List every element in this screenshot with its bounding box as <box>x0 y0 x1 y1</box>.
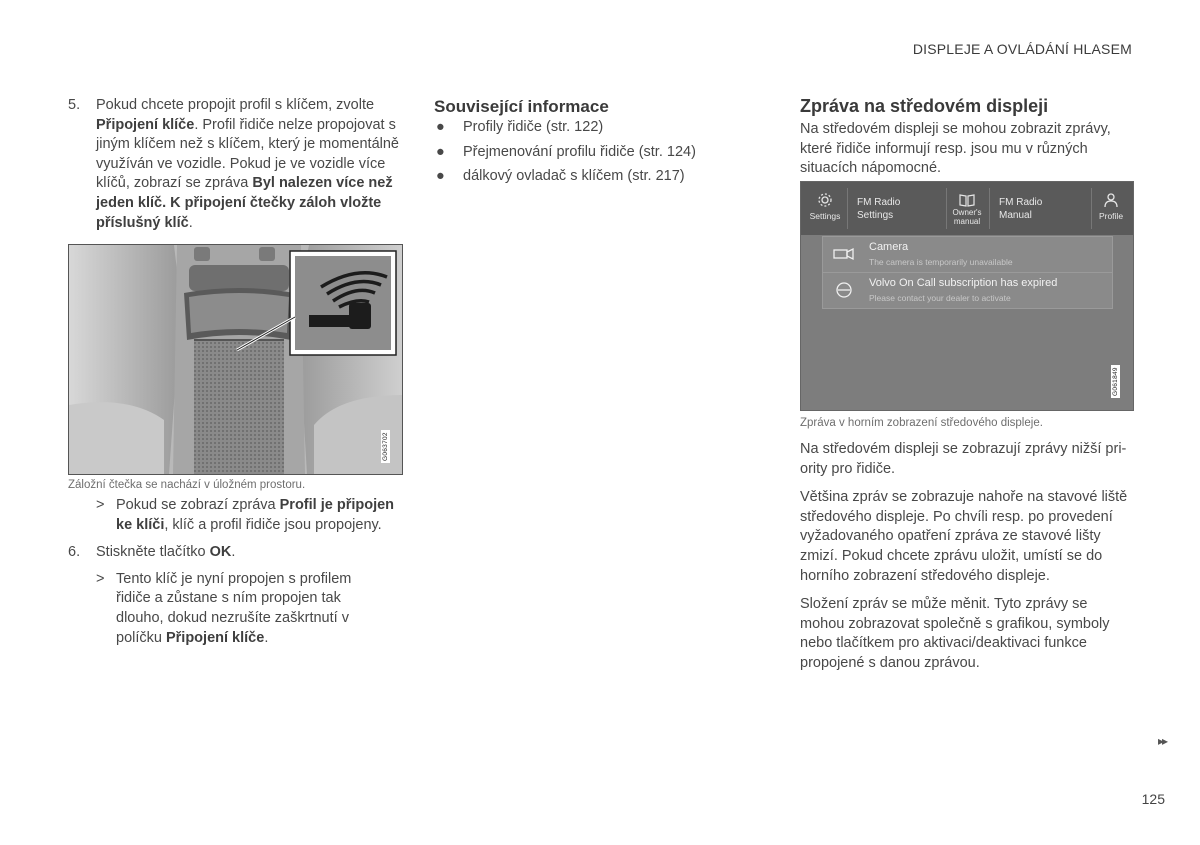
divider <box>1091 188 1092 229</box>
top-bar <box>801 182 1133 235</box>
tile-subtitle: Settings <box>857 210 894 221</box>
bullet-icon: ● <box>436 119 445 135</box>
step-text: . <box>188 214 193 231</box>
notification-subtitle: Please contact your dealer to activate <box>869 293 1011 303</box>
ok-button-label: OK <box>209 544 232 561</box>
tile-subtitle: manual <box>953 217 981 226</box>
console-illustration <box>69 245 402 474</box>
left-column <box>68 96 402 233</box>
link-text[interactable]: dálkový ovladač s klíčem (str. 217) <box>463 168 685 185</box>
step-text: Stiskněte tlačítko <box>96 544 206 561</box>
step-6 <box>68 543 402 563</box>
result-marker: > <box>96 570 105 587</box>
owners-manual-tile[interactable] <box>947 182 987 235</box>
step-5 <box>68 96 402 233</box>
divider <box>989 188 990 229</box>
intro-text: Na středovém displeji se mohou zobrazit zprávy, které řidiče informují resp. jsou mu v různých situacích nápomocné. <box>800 121 1111 177</box>
figure-code: G063702 <box>382 432 389 461</box>
notification-title: Camera <box>869 241 909 253</box>
related-link[interactable] <box>434 143 754 163</box>
related-link[interactable] <box>434 167 754 187</box>
tile-title: FM Radio <box>999 197 1043 208</box>
notification-volvo-on-call[interactable] <box>822 272 1113 309</box>
notification-title: Volvo On Call subscription has expired <box>869 277 1058 289</box>
profile-tile[interactable] <box>1093 182 1129 235</box>
paragraph: Složení zpráv se může měnit. Tyto zprávy se mohou zobrazovat společně s grafikou, symboly nebo tlačítkem pro aktivaci/deaktivaci funkce propojené s danou zprávou. <box>800 596 1110 671</box>
related-link[interactable] <box>434 118 754 138</box>
bullet-icon: ● <box>436 168 445 185</box>
figure-caption: Záložní čtečka se nachází v úložném prostoru. <box>68 479 306 491</box>
camera-icon <box>833 246 855 262</box>
related-info <box>434 97 754 187</box>
book-icon <box>959 193 975 207</box>
link-text[interactable]: Profily řidiče (str. 122) <box>463 119 604 135</box>
notification-subtitle: The camera is temporarily unavailable <box>869 257 1013 267</box>
right-column <box>800 96 1133 179</box>
step-number: 6. <box>68 544 81 561</box>
result-text: Pokud se zobrazí zpráva <box>116 497 276 513</box>
paragraph: Většina zpráv se zobrazuje nahoře na stavové liště středového displeje. Po chvíli resp. po provedení vyžadovaného opatření zpráva ze stavové lišty zmizí. Pokud chcete zprávu uložit, umístí se do horního zobrazení středového displeje. <box>800 489 1128 584</box>
volvo-on-call-icon <box>833 282 855 298</box>
center-display-screenshot <box>800 181 1134 411</box>
related-info-heading: Související informace <box>434 97 609 116</box>
right-column-lower <box>800 416 1133 674</box>
result-text: , klíč a profil řidiče jsou propojeny. <box>164 516 382 533</box>
settings-tile[interactable] <box>807 182 843 235</box>
link-text[interactable]: Přejmenování profilu řidiče (str. 124) <box>463 143 696 160</box>
result-text: . <box>264 629 269 646</box>
step-number: 5. <box>68 97 81 113</box>
result-marker: > <box>96 497 105 513</box>
step-text: . Profil řidiče nelze propojovat s jiným klíčem než s klíčem, který je momentálně využíván ve vozidle. Pokud je ve vozidle více klíčů, zobrazí se zpráva <box>96 116 399 192</box>
multiple-keys-message: Byl nalezen více než jeden klíč. K připojení čtečky záloh vložte příslušný klíč <box>96 175 393 231</box>
bullet-icon: ● <box>436 143 445 160</box>
left-column-lower <box>68 478 402 648</box>
profile-icon <box>1103 192 1119 208</box>
key-pairing-option: Připojení klíče <box>165 629 265 646</box>
settings-label: Settings <box>809 211 841 221</box>
tile-title: Owner's <box>952 208 982 217</box>
step-text: . <box>231 544 236 561</box>
profile-connected-message: Profil je připojen ke klíči <box>116 497 395 533</box>
gear-icon <box>817 192 833 208</box>
divider <box>847 188 848 229</box>
key-reader-figure <box>68 244 403 475</box>
result-text: Tento klíč je nyní propojen s profilem řidiče a zůstane s ním propojen tak dlouho, dokud nezrušíte zaškrtnutí v políčku <box>116 570 352 646</box>
page-number: 125 <box>1141 791 1165 807</box>
section-title: DISPLEJE A OVLÁDÁNÍ HLASEM <box>912 41 1132 57</box>
next-page-icon: ▸▸ <box>1157 734 1166 748</box>
key-pairing-option: Připojení klíče <box>96 116 195 133</box>
profile-label: Profile <box>1098 211 1124 221</box>
tile-subtitle: Manual <box>999 210 1032 221</box>
notification-camera[interactable] <box>822 236 1113 273</box>
step-5-result <box>68 496 402 535</box>
paragraph: Na středovém displeji se zobrazují zprávy nižší priority pro řidiče. <box>800 441 1127 477</box>
screen-caption: Zpráva v horním zobrazení středového displeje. <box>800 417 1043 429</box>
step-6-result <box>68 570 402 648</box>
figure-code: G061849 <box>1112 367 1119 396</box>
section-heading: Zpráva na středovém displeji <box>800 96 1049 116</box>
tile-title: FM Radio <box>857 197 901 208</box>
step-text: Pokud chcete propojit profil s klíčem, zvolte <box>96 97 375 113</box>
